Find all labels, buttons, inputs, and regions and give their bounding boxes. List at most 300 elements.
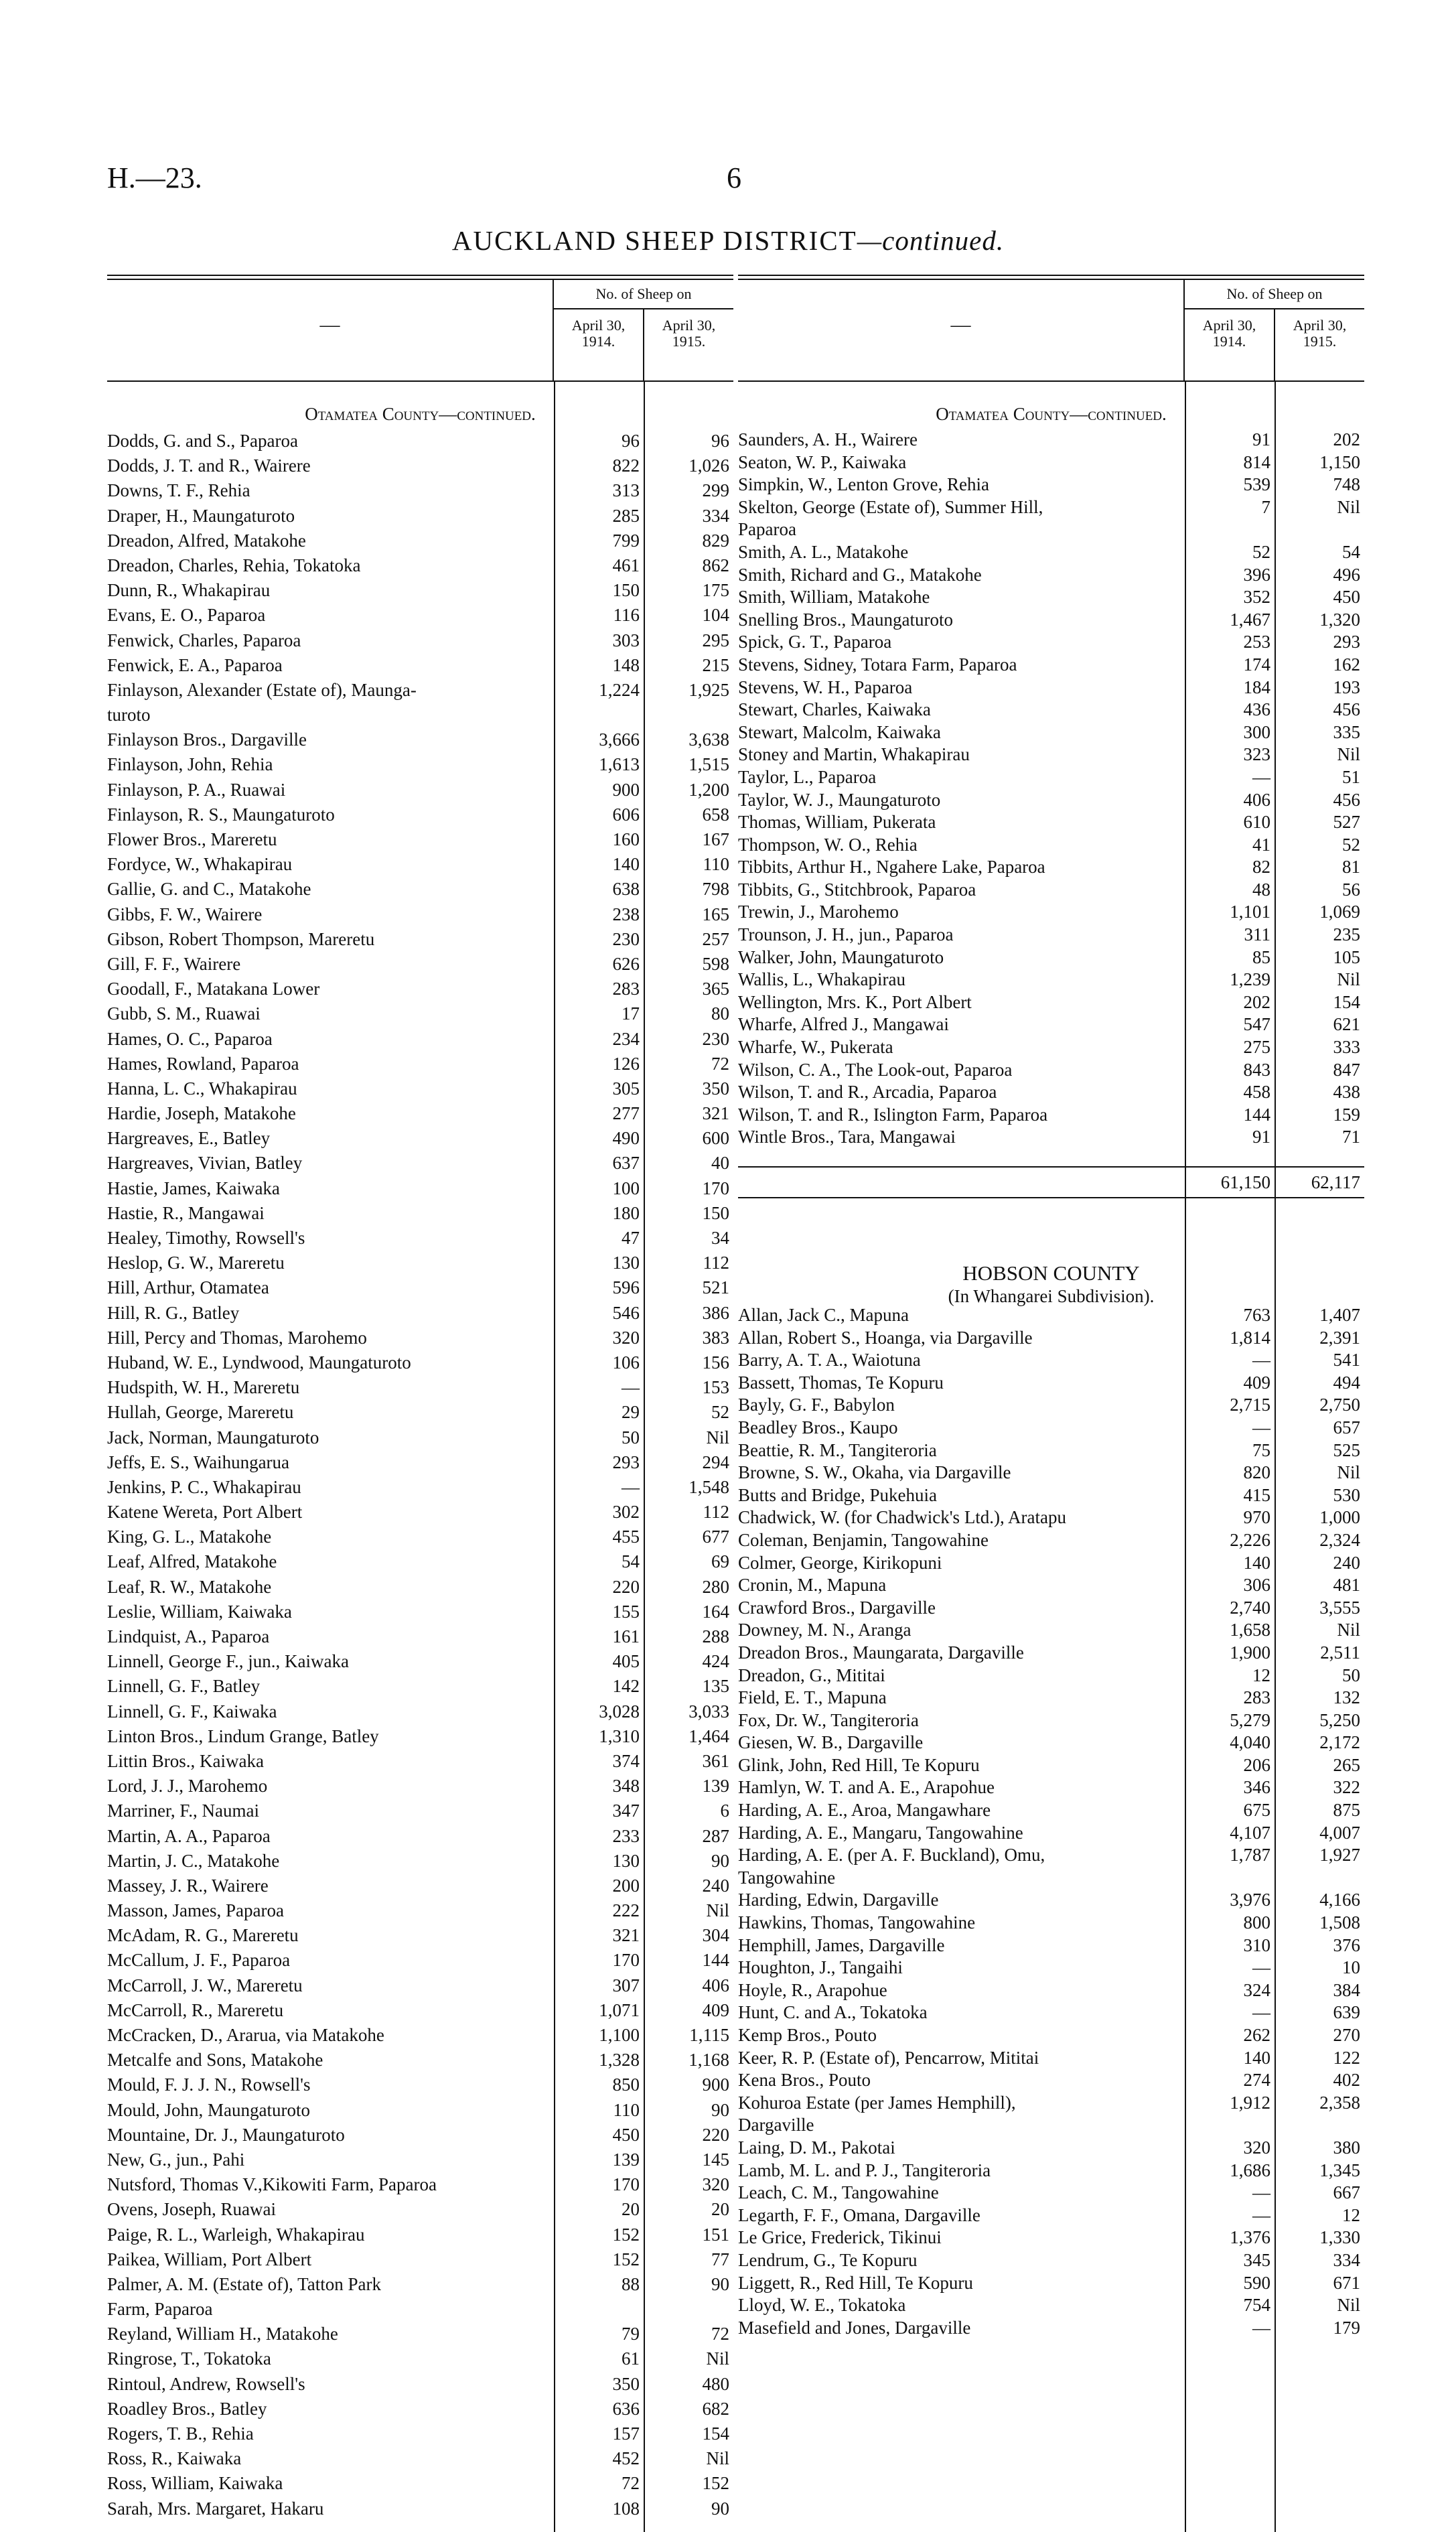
table-row xyxy=(107,1126,733,1151)
table-row xyxy=(738,518,1364,541)
owner-name: Chadwick, W. (for Chadwick's Ltd.), Aratapu xyxy=(738,1507,1067,1528)
sheep-1914: 152 xyxy=(612,2224,640,2245)
table-row xyxy=(107,852,733,877)
owner-name: Le Grice, Frederick, Tikinui xyxy=(738,2227,942,2248)
table-row xyxy=(738,766,1364,789)
sheep-1915: 10 xyxy=(1342,1957,1360,1978)
owner-name: Metcalfe and Sons, Matakohe xyxy=(107,2050,323,2070)
sheep-1915: 230 xyxy=(702,1028,729,1049)
sheep-1914: 539 xyxy=(1243,474,1270,495)
sheep-1914: — xyxy=(1252,766,1270,787)
owner-name: Hunt, C. and A., Tokatoka xyxy=(738,2002,928,2023)
sheep-1915: 496 xyxy=(1333,564,1360,585)
table-row xyxy=(107,1425,733,1450)
sheep-1915: 677 xyxy=(702,1527,729,1547)
table-row xyxy=(107,752,733,777)
sheep-1914: 1,686 xyxy=(1230,2160,1270,2180)
sheep-1915: 2,750 xyxy=(1319,1395,1360,1415)
owner-name: Linnell, G. F., Batley xyxy=(107,1676,261,1697)
header-nos: No. of Sheep on xyxy=(1185,280,1364,309)
sheep-1915: 5,250 xyxy=(1319,1709,1360,1730)
table-row xyxy=(107,1176,733,1201)
sheep-1915: 293 xyxy=(1333,632,1360,652)
table-row xyxy=(107,1226,733,1251)
table-row xyxy=(107,1600,733,1624)
table-row xyxy=(738,1126,1364,1149)
sheep-1915: 384 xyxy=(1333,1979,1360,2000)
owner-name: Wharfe, W., Pukerata xyxy=(738,1037,893,1058)
table-row xyxy=(738,609,1364,632)
owner-name: Wallis, L., Whakapirau xyxy=(738,969,906,990)
sheep-1915: 175 xyxy=(702,580,729,601)
owner-name: Walker, John, Maungaturoto xyxy=(738,946,944,967)
sheep-1915: Nil xyxy=(706,1900,729,1921)
table-row xyxy=(107,2172,733,2197)
table-row xyxy=(738,1327,1364,1350)
table-row xyxy=(107,1151,733,1176)
sheep-1914: 20 xyxy=(622,2199,640,2220)
sheep-1915: 334 xyxy=(702,505,729,526)
table-row xyxy=(738,901,1364,924)
owner-name: Skelton, George (Estate of), Summer Hill, xyxy=(738,496,1043,517)
sheep-1914: 1,658 xyxy=(1230,1620,1270,1640)
sheep-1914: 637 xyxy=(612,1153,640,1174)
sheep-1915: 288 xyxy=(702,1626,729,1646)
sheep-1915: 20 xyxy=(711,2199,729,2220)
sheep-1915: 829 xyxy=(702,530,729,551)
sheep-1914: 222 xyxy=(612,1900,640,1921)
sheep-1914: 160 xyxy=(612,829,640,849)
sheep-1915: 215 xyxy=(702,654,729,675)
table-row xyxy=(738,2047,1364,2070)
owner-name: Mountaine, Dr. J., Maungaturoto xyxy=(107,2124,345,2145)
owner-name: Leslie, William, Kaiwaka xyxy=(107,1601,292,1622)
owner-name: Rintoul, Andrew, Rowsell's xyxy=(107,2373,305,2394)
table-row xyxy=(107,1326,733,1350)
sheep-1914: 233 xyxy=(612,1825,640,1846)
hobson-heading: HOBSON COUNTY xyxy=(962,1261,1140,1285)
owner-name: Leaf, Alfred, Matakohe xyxy=(107,1551,277,1572)
table-row xyxy=(738,789,1364,812)
sheep-1914: 139 xyxy=(612,2149,640,2170)
owner-name: Lamb, M. L. and P. J., Tangiteroria xyxy=(738,2160,991,2180)
sheep-1915: 376 xyxy=(1333,1935,1360,1955)
sheep-1914: 106 xyxy=(612,1352,640,1373)
sheep-1914: 174 xyxy=(1243,654,1270,675)
sheep-1914: 180 xyxy=(612,1202,640,1223)
sheep-1914: 348 xyxy=(612,1776,640,1797)
sheep-1915: 2,391 xyxy=(1319,1327,1360,1348)
table-row xyxy=(738,631,1364,654)
sheep-1914: 311 xyxy=(1244,924,1270,945)
sheep-1915: Nil xyxy=(706,2348,729,2369)
table-row xyxy=(738,924,1364,946)
sheep-1915 xyxy=(644,703,733,727)
table-row xyxy=(738,1439,1364,1462)
sheep-1915: 105 xyxy=(1333,946,1360,967)
sheep-1915: 335 xyxy=(1333,721,1360,742)
sheep-1915: 52 xyxy=(1342,834,1360,855)
owner-name: Cronin, M., Mapuna xyxy=(738,1575,887,1596)
sheep-1915: 875 xyxy=(1333,1800,1360,1821)
sheep-1914: 157 xyxy=(612,2423,640,2444)
owner-name: Harding, Edwin, Dargaville xyxy=(738,1890,939,1910)
owner-name: Draper, H., Maungaturoto xyxy=(107,505,295,526)
sheep-1915: 153 xyxy=(702,1377,729,1398)
owner-name: Wintle Bros., Tara, Mangawai xyxy=(738,1127,956,1147)
hobson-subheading: (In Whangarei Subdivision). xyxy=(948,1286,1155,1306)
sheep-1914: 3,028 xyxy=(599,1701,640,1721)
table-row xyxy=(107,1400,733,1425)
table-row xyxy=(107,1849,733,1874)
table-row xyxy=(738,2092,1364,2115)
owner-name: Linnell, G. F., Kaiwaka xyxy=(107,1701,277,1721)
table-row xyxy=(107,977,733,1001)
sheep-1915: 450 xyxy=(1333,587,1360,608)
owner-name: Crawford Bros., Dargaville xyxy=(738,1597,936,1618)
sheep-1914: 409 xyxy=(1243,1372,1270,1393)
table-row xyxy=(107,504,733,529)
table-row xyxy=(107,2048,733,2072)
sheep-1915: 170 xyxy=(702,1178,729,1198)
sheep-1915: 112 xyxy=(703,1253,729,1273)
sheep-1915: 621 xyxy=(1333,1014,1360,1035)
sheep-1914: 415 xyxy=(1243,1484,1270,1505)
table-row xyxy=(738,1484,1364,1507)
owner-name: Hill, Arthur, Otamatea xyxy=(107,1277,269,1298)
table-row xyxy=(738,2227,1364,2249)
owner-name: Wellington, Mrs. K., Port Albert xyxy=(738,991,972,1012)
sheep-1914: 547 xyxy=(1243,1014,1270,1035)
table-row xyxy=(738,1506,1364,1529)
owner-name: Wharfe, Alfred J., Mangawai xyxy=(738,1014,949,1035)
sheep-1915: 1,515 xyxy=(688,754,729,775)
sheep-1914: 88 xyxy=(622,2273,640,2294)
table-row xyxy=(738,1844,1364,1867)
sheep-1914: 396 xyxy=(1243,564,1270,585)
owner-name: Butts and Bridge, Pukehuia xyxy=(738,1484,937,1505)
sheep-1914: 302 xyxy=(612,1502,640,1523)
owner-name: Martin, A. A., Paparoa xyxy=(107,1825,271,1846)
owner-name: Gallie, G. and C., Matakohe xyxy=(107,879,311,900)
table-row xyxy=(738,1349,1364,1372)
sheep-1915: 90 xyxy=(711,2273,729,2294)
owner-name: Kohuroa Estate (per James Hemphill), xyxy=(738,2092,1016,2113)
sheep-1915: 456 xyxy=(1333,789,1360,810)
sheep-1915: 220 xyxy=(702,2124,729,2145)
owner-name: Hill, Percy and Thomas, Marohemo xyxy=(107,1327,367,1348)
owner-name: Lendrum, G., Te Kopuru xyxy=(738,2249,918,2270)
sheep-1914: 754 xyxy=(1243,2295,1270,2316)
sheep-1915: Nil xyxy=(1337,969,1360,990)
sheep-1915: 40 xyxy=(711,1153,729,1174)
totals-row xyxy=(738,1166,1364,1198)
sheep-1915: Nil xyxy=(1337,2295,1360,2316)
table-row xyxy=(107,703,733,727)
sheep-1914: 1,814 xyxy=(1230,1327,1270,1348)
sheep-1915: 240 xyxy=(1333,1552,1360,1573)
table-row xyxy=(107,678,733,703)
sheep-1915: 1,000 xyxy=(1319,1507,1360,1528)
sheep-1914 xyxy=(1185,2114,1275,2137)
sheep-1914: 900 xyxy=(612,779,640,800)
sheep-1915: 240 xyxy=(702,1875,729,1896)
owner-name: Hargreaves, Vivian, Batley xyxy=(107,1153,303,1174)
owner-name: Mould, John, Maungaturoto xyxy=(107,2099,310,2120)
column-rule xyxy=(554,382,555,2532)
owner-name: Kemp Bros., Pouto xyxy=(738,2025,877,2045)
owner-name: Martin, J. C., Matakohe xyxy=(107,1850,280,1871)
sheep-1914: 41 xyxy=(1252,834,1270,855)
sheep-1915: Nil xyxy=(706,1427,729,1448)
owner-name: Field, E. T., Mapuna xyxy=(738,1687,887,1708)
owner-name: Dreadon Bros., Maungarata, Dargaville xyxy=(738,1642,1024,1663)
table-row xyxy=(738,2137,1364,2160)
table-row xyxy=(738,1754,1364,1777)
top-rule xyxy=(738,275,1364,280)
owner-name: Beattie, R. M., Tangiteroria xyxy=(738,1439,937,1460)
owner-name: Harding, A. E. (per A. F. Buckland), Omu, xyxy=(738,1845,1045,1866)
table-row xyxy=(738,1619,1364,1642)
owner-name: Taylor, L., Paparoa xyxy=(738,766,877,787)
owner-name: Smith, Richard and G., Matakohe xyxy=(738,564,982,585)
sheep-1915: 145 xyxy=(702,2149,729,2170)
owner-name: Downey, M. N., Aranga xyxy=(738,1620,912,1640)
sheep-1914: 140 xyxy=(612,854,640,875)
table-row xyxy=(738,1867,1364,1890)
table-row xyxy=(738,1462,1364,1484)
left-table xyxy=(107,275,733,2521)
owner-name: Allan, Jack C., Mapuna xyxy=(738,1305,909,1325)
owner-name: Leaf, R. W., Matakohe xyxy=(107,1576,272,1597)
owner-name: Stevens, W. H., Paparoa xyxy=(738,677,913,697)
sheep-1915: 2,172 xyxy=(1319,1732,1360,1753)
sheep-1915: 34 xyxy=(711,1228,729,1248)
sheep-1915: 4,007 xyxy=(1319,1822,1360,1843)
sheep-1915: 1,407 xyxy=(1319,1305,1360,1325)
owner-name: Hardie, Joseph, Matakohe xyxy=(107,1103,296,1124)
header-1914: April 30, 1914. xyxy=(571,317,626,350)
sheep-1915: 304 xyxy=(702,1925,729,1946)
table-row xyxy=(738,2249,1364,2272)
page-title xyxy=(0,224,1456,257)
sheep-1915: 402 xyxy=(1333,2070,1360,2091)
owner-name: Farm, Paparoa xyxy=(107,2299,213,2320)
sheep-1915: 90 xyxy=(711,1850,729,1871)
sheep-1914: 1,613 xyxy=(599,754,640,775)
sheep-1914: 310 xyxy=(1243,1935,1270,1955)
sheep-1914: 675 xyxy=(1243,1800,1270,1821)
sheep-1914: 29 xyxy=(622,1402,640,1423)
owner-name: Spick, G. T., Paparoa xyxy=(738,632,892,652)
sheep-1915: 671 xyxy=(1333,2272,1360,2293)
sheep-1914: 96 xyxy=(622,431,640,451)
sheep-1914: 161 xyxy=(612,1626,640,1646)
sheep-1914: 450 xyxy=(612,2124,640,2145)
sheep-1914: 234 xyxy=(612,1028,640,1049)
sheep-1914: — xyxy=(1252,2204,1270,2225)
sheep-1915: 1,330 xyxy=(1319,2227,1360,2248)
sheep-1915: 56 xyxy=(1342,879,1360,900)
table-row xyxy=(107,529,733,553)
table-row xyxy=(738,2294,1364,2317)
owner-name: Stoney and Martin, Whakapirau xyxy=(738,744,970,765)
owner-name: King, G. L., Matakohe xyxy=(107,1527,272,1547)
owner-name: Kena Bros., Pouto xyxy=(738,2070,871,2091)
table-row xyxy=(107,1201,733,1226)
owner-name: Keer, R. P. (Estate of), Pencarrow, Mititai xyxy=(738,2047,1039,2068)
owner-name: Hanna, L. C., Whakapirau xyxy=(107,1078,297,1099)
header-1914: April 30, 1914. xyxy=(1202,317,1256,350)
sheep-1915: Nil xyxy=(706,2448,729,2469)
sheep-1914: 91 xyxy=(1252,1127,1270,1147)
sheep-1915: 81 xyxy=(1342,857,1360,877)
table-row xyxy=(738,451,1364,474)
table-row xyxy=(738,2160,1364,2182)
owner-name: Dunn, R., Whakapirau xyxy=(107,580,271,601)
header-nos: No. of Sheep on xyxy=(554,280,733,309)
owner-name: Hudspith, W. H., Mareretu xyxy=(107,1377,300,1398)
owner-name: Tibbits, Arthur H., Ngahere Lake, Paparoa xyxy=(738,857,1045,877)
table-row xyxy=(107,653,733,678)
owner-name: Hill, R. G., Batley xyxy=(107,1302,240,1323)
table-row xyxy=(107,1898,733,1923)
sheep-1915: 682 xyxy=(702,2398,729,2419)
sheep-1915: 748 xyxy=(1333,474,1360,495)
owner-name: Gibbs, F. W., Wairere xyxy=(107,904,263,924)
sheep-1914: 323 xyxy=(1243,744,1270,765)
sheep-1915: Nil xyxy=(1337,1620,1360,1640)
sheep-1915: 3,638 xyxy=(688,729,729,750)
sheep-1915: 80 xyxy=(711,1003,729,1024)
sheep-1914: 1,071 xyxy=(599,1999,640,2020)
owner-name: New, G., jun., Pahi xyxy=(107,2149,245,2170)
owner-name: turoto xyxy=(107,705,151,725)
total-1914: 61,150 xyxy=(1220,1172,1270,1192)
table-row xyxy=(107,927,733,952)
sheep-1915: 456 xyxy=(1333,699,1360,720)
sheep-1914: 140 xyxy=(1243,2047,1270,2068)
sheep-1915: 154 xyxy=(1333,991,1360,1012)
sheep-1915: 294 xyxy=(702,1452,729,1472)
sheep-1915: 424 xyxy=(702,1651,729,1672)
table-row xyxy=(107,1027,733,1052)
right-table xyxy=(738,275,1364,2339)
owner-name: Stewart, Charles, Kaiwaka xyxy=(738,699,931,720)
table-row xyxy=(738,677,1364,699)
table-row xyxy=(107,802,733,827)
table-row xyxy=(738,2114,1364,2137)
owner-name: Tangowahine xyxy=(738,1867,836,1888)
sheep-1914: 321 xyxy=(612,1925,640,1946)
sheep-1914: 79 xyxy=(622,2324,640,2344)
sheep-1915: 51 xyxy=(1342,766,1360,787)
sheep-1915: 265 xyxy=(1333,1754,1360,1775)
sheep-1914: 307 xyxy=(612,1975,640,1995)
owner-name: Harding, A. E., Mangaru, Tangowahine xyxy=(738,1822,1023,1843)
owner-name: Fox, Dr. W., Tangiteroria xyxy=(738,1709,919,1730)
owner-name: Jenkins, P. C., Whakapirau xyxy=(107,1476,301,1497)
sheep-1914: 305 xyxy=(612,1078,640,1099)
owner-name: Marriner, F., Naumai xyxy=(107,1801,259,1821)
owner-name: Healey, Timothy, Rowsell's xyxy=(107,1228,305,1248)
sheep-1915: 409 xyxy=(702,1999,729,2020)
sheep-1914: 850 xyxy=(612,2074,640,2095)
sheep-1914: 799 xyxy=(612,530,640,551)
owner-name: Roadley Bros., Batley xyxy=(107,2398,267,2419)
owner-name: Gill, F. F., Wairere xyxy=(107,953,241,974)
owner-name: Gubb, S. M., Ruawai xyxy=(107,1003,261,1024)
sheep-1915: 90 xyxy=(711,2498,729,2519)
owner-name: Harding, A. E., Aroa, Mangawhare xyxy=(738,1800,991,1821)
sheep-1915: 152 xyxy=(702,2473,729,2494)
sheep-1914: 638 xyxy=(612,879,640,900)
sheep-1914: 606 xyxy=(612,804,640,825)
sheep-1915: 1,026 xyxy=(688,455,729,476)
owner-name: Tibbits, G., Stitchbrook, Paparoa xyxy=(738,879,976,900)
sheep-1915: 165 xyxy=(702,904,729,924)
owner-name: Littin Bros., Kaiwaka xyxy=(107,1750,264,1771)
sheep-1914: 12 xyxy=(1252,1665,1270,1685)
owner-name: McAdam, R. G., Mareretu xyxy=(107,1925,299,1946)
sheep-1914: 110 xyxy=(613,2099,640,2120)
sheep-1914: 800 xyxy=(1243,1912,1270,1933)
table-row xyxy=(107,2496,733,2521)
sheep-1915: Nil xyxy=(1337,496,1360,517)
table-row xyxy=(107,1649,733,1674)
owner-name: Liggett, R., Red Hill, Te Kopuru xyxy=(738,2272,973,2293)
table-header xyxy=(738,280,1364,382)
table-row xyxy=(107,2297,733,2322)
sheep-1915: 202 xyxy=(1333,429,1360,449)
table-row xyxy=(738,721,1364,744)
sheep-1915: 438 xyxy=(1333,1082,1360,1103)
page-ref: H.—23. xyxy=(107,161,202,194)
owner-name: Massey, J. R., Wairere xyxy=(107,1875,269,1896)
sheep-1914: 452 xyxy=(612,2448,640,2469)
sheep-1915: 77 xyxy=(711,2249,729,2269)
sheep-1914: 202 xyxy=(1243,991,1270,1012)
table-row xyxy=(738,1104,1364,1127)
sheep-1914: 47 xyxy=(622,1228,640,1248)
table-row xyxy=(738,969,1364,991)
sheep-1914: 82 xyxy=(1252,857,1270,877)
table-row xyxy=(107,1973,733,1998)
table-row xyxy=(738,991,1364,1014)
sheep-1915: 525 xyxy=(1333,1439,1360,1460)
table-row xyxy=(738,834,1364,857)
table-row xyxy=(107,1799,733,1823)
sheep-1915: 798 xyxy=(702,879,729,900)
sheep-1915: 54 xyxy=(1342,541,1360,562)
sheep-1914: 72 xyxy=(622,2473,640,2494)
owner-name: Ross, William, Kaiwaka xyxy=(107,2473,283,2494)
sheep-1914: 170 xyxy=(612,1950,640,1971)
sheep-1915: 12 xyxy=(1342,2204,1360,2225)
table-row xyxy=(738,856,1364,879)
sheep-1915: Nil xyxy=(1337,1462,1360,1483)
sheep-1915: 406 xyxy=(702,1975,729,1995)
sheep-1915: 1,168 xyxy=(688,2050,729,2070)
sheep-1914: 306 xyxy=(1243,1575,1270,1596)
table-row xyxy=(107,2446,733,2471)
sheep-1914: 126 xyxy=(612,1053,640,1074)
table-row xyxy=(107,1500,733,1525)
sheep-1914: 1,224 xyxy=(599,679,640,700)
sheep-1914 xyxy=(1185,1867,1275,1890)
sheep-1915: 480 xyxy=(702,2373,729,2394)
owner-name: Downs, T. F., Rehia xyxy=(107,480,250,501)
